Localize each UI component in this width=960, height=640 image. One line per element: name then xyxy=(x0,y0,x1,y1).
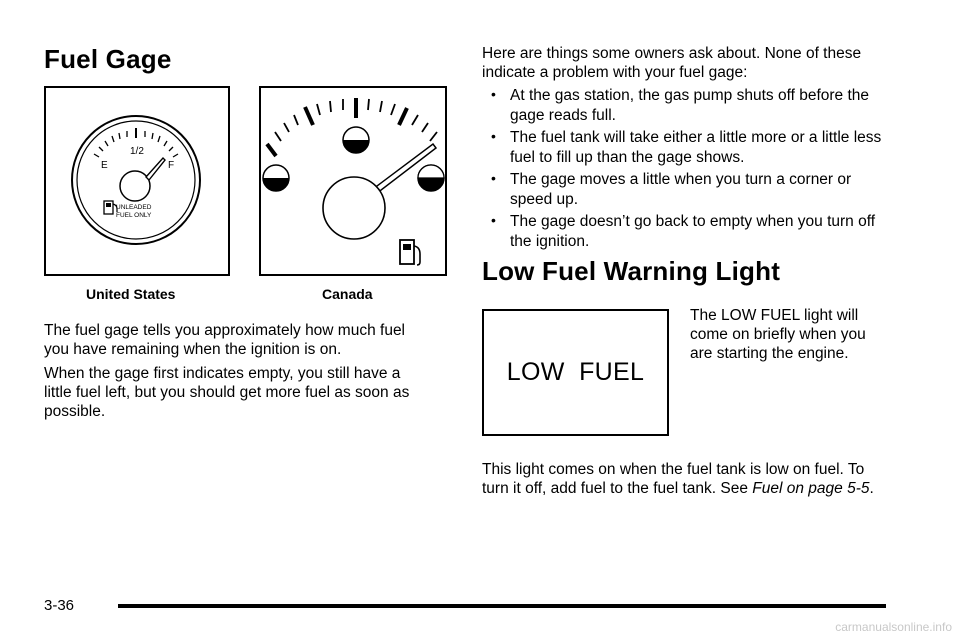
canada-gauge-illustration xyxy=(261,88,445,274)
fuel-gage-description: The fuel gage tells you approximately how much fuel you have remaining when the ignition is on. xyxy=(44,322,406,358)
low-fuel-light-label: LOW FUEL xyxy=(506,358,645,386)
us-gauge-hub xyxy=(120,171,150,201)
footer-rule xyxy=(118,604,886,608)
list-item: • The gage moves a little when you turn a corner or speed up. xyxy=(491,170,852,208)
list-item-text: The gage doesn’t go back to empty when you turn off the ignition. xyxy=(510,213,876,250)
canada-gauge-half-marker xyxy=(343,127,369,153)
owner-questions-list xyxy=(482,86,882,254)
canada-fuel-gauge-figure xyxy=(259,86,447,276)
low-fuel-light-figure xyxy=(482,309,669,436)
list-item-text: At the gas station, the gas pump shuts off before the gage reads full. xyxy=(510,87,870,124)
caption-united-states: United States xyxy=(86,286,176,302)
paragraph-end: . xyxy=(869,480,874,497)
owner-questions-intro: Here are things some owners ask about. None of these indicate a problem with your fuel gage: xyxy=(482,45,862,81)
caption-canada: Canada xyxy=(322,286,373,302)
canada-gauge-hub xyxy=(323,177,385,239)
us-gauge-full-label: F xyxy=(168,160,175,171)
fuel-gage-empty-note: When the gage first indicates empty, you still have a little fuel left, but you should get more fuel as soon as possible. xyxy=(44,365,410,420)
list-item-text: The fuel tank will take either a little more or a little less fuel to fill up than the gage shows. xyxy=(510,129,882,166)
us-gauge-half-label: 1/2 xyxy=(130,146,144,157)
low-fuel-light-paragraph xyxy=(482,460,882,498)
list-item: • The fuel tank will take either a little more or a little less fuel to fill up than the gage shows. xyxy=(491,128,882,166)
us-gauge-empty-label: E xyxy=(101,160,108,171)
section-heading-low-fuel: Low Fuel Warning Light xyxy=(482,256,781,286)
list-item: • At the gas station, the gas pump shuts off before the gage reads full. xyxy=(491,86,870,124)
canada-gauge-fuel-pump-icon xyxy=(400,240,420,265)
list-item: • The gage doesn’t go back to empty when you turn off the ignition. xyxy=(491,212,876,250)
paragraph-text: This light comes on when the fuel tank is low on fuel. To turn it off, add fuel to the fuel tank. See xyxy=(482,461,865,497)
fuel-page-reference: Fuel on page 5-5 xyxy=(752,480,870,497)
section-heading-fuel-gage: Fuel Gage xyxy=(44,44,172,74)
us-gauge-illustration xyxy=(46,88,228,274)
canada-gauge-full-marker xyxy=(418,165,444,191)
watermark: carmanualsonline.info xyxy=(835,620,952,634)
canada-gauge-empty-marker xyxy=(263,165,289,191)
low-fuel-light-description: The LOW FUEL light will come on briefly when you are starting the engine. xyxy=(690,307,866,362)
us-gauge-note-line1: UNLEADED xyxy=(116,204,152,211)
us-gauge-note-line2: FUEL ONLY xyxy=(116,212,152,219)
list-item-text: The gage moves a little when you turn a corner or speed up. xyxy=(510,171,852,208)
page-number: 3-36 xyxy=(44,597,75,614)
us-gauge-needle xyxy=(146,158,165,180)
us-fuel-gauge-figure xyxy=(44,86,230,276)
